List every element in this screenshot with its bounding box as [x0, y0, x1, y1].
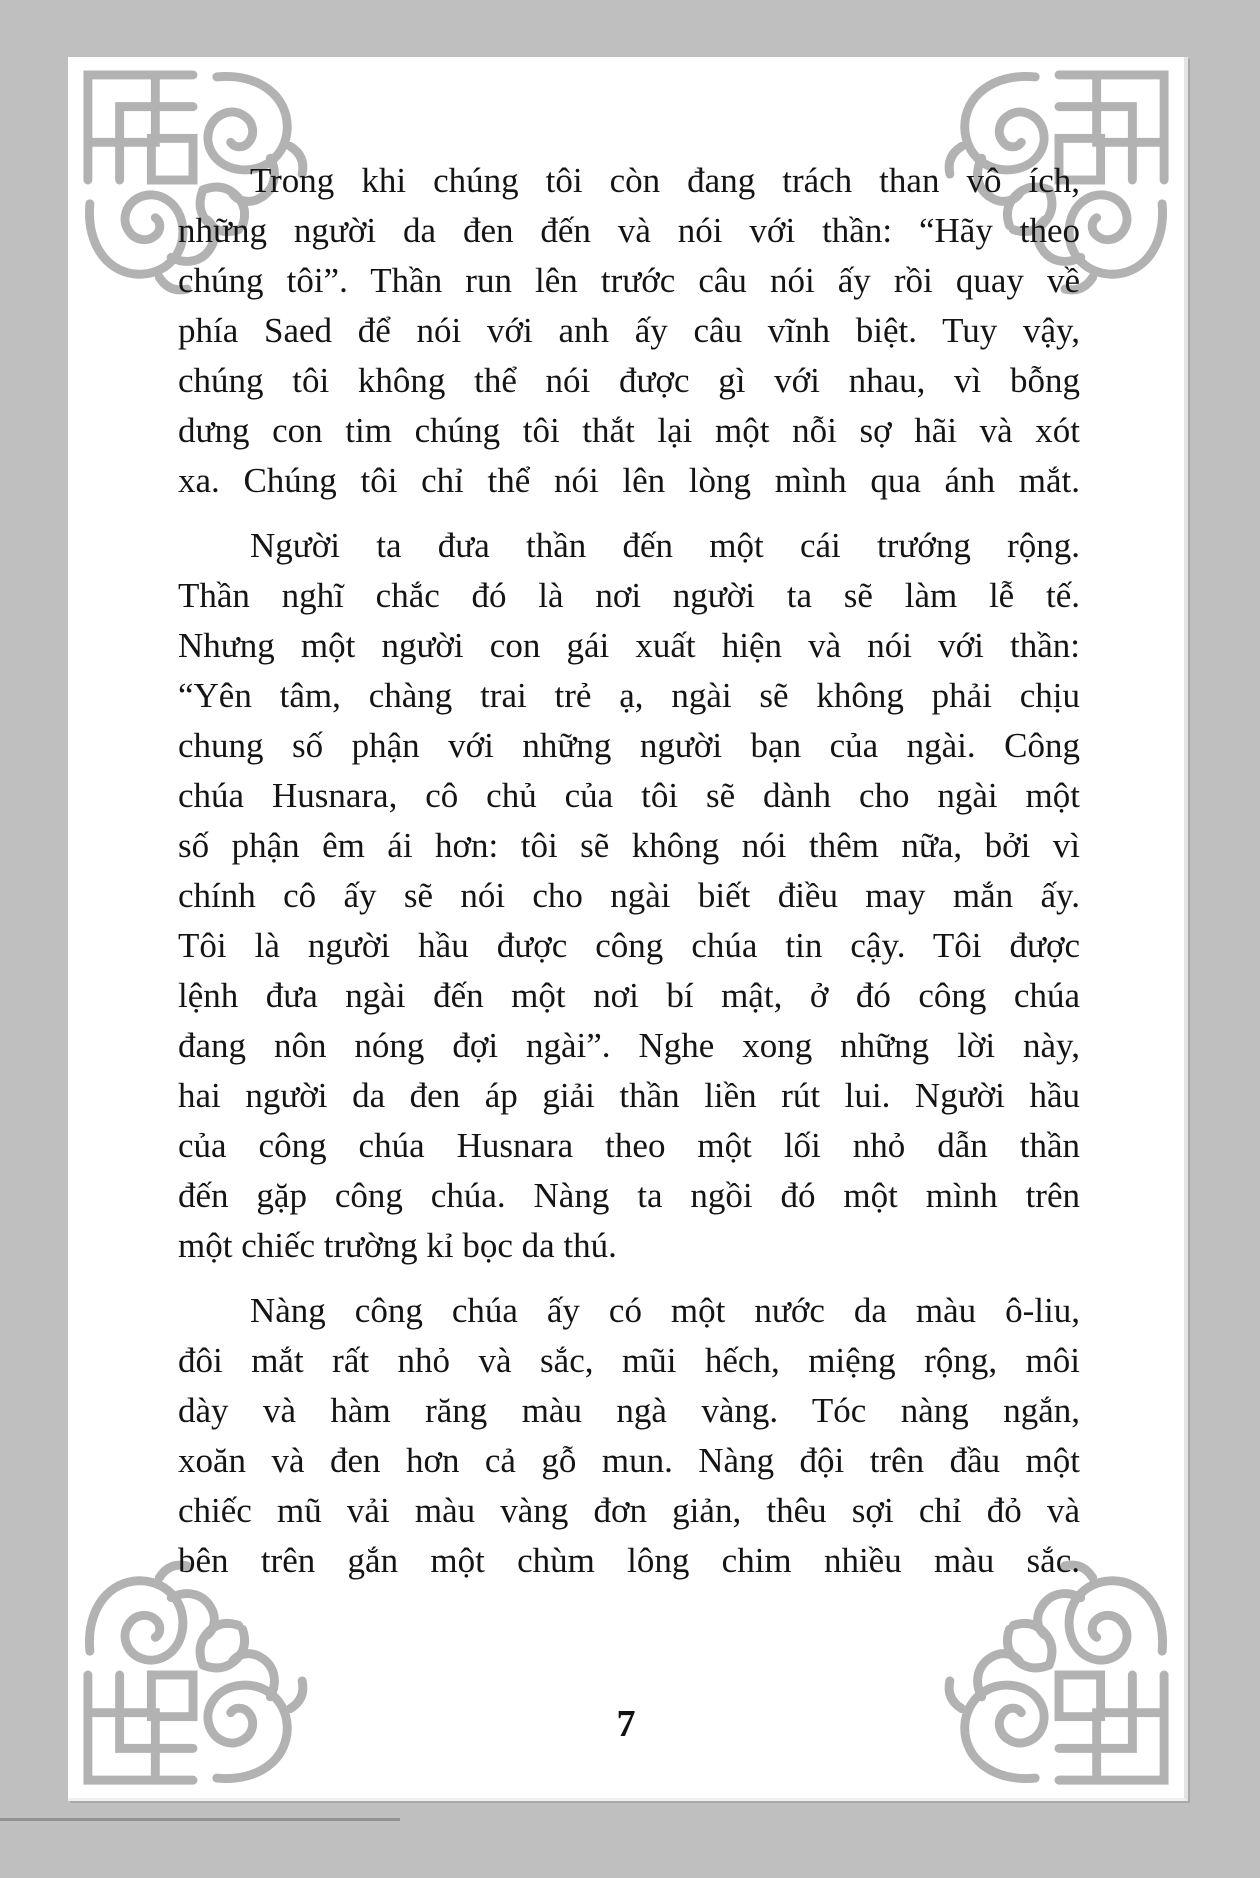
- text-line: xa. Chúng tôi chỉ thể nói lên lòng mình qua ánh mắt.: [178, 461, 1080, 500]
- text-line: Tôi là người hầu được công chúa tin cậy. Tôi được: [178, 926, 1080, 965]
- text-line: Trong khi chúng tôi còn đang trách than vô ích,: [250, 161, 1080, 200]
- text-line: số phận êm ái hơn: tôi sẽ không nói thêm nữa, bởi vì: [178, 826, 1080, 865]
- text-line: đôi mắt rất nhỏ và sắc, mũi hếch, miệng rộng, môi: [178, 1341, 1080, 1380]
- book-page: [68, 57, 1188, 1801]
- text-line: chiếc mũ vải màu vàng đơn giản, thêu sợi chỉ đỏ và: [178, 1491, 1080, 1530]
- scan-edge-shadow: [0, 1818, 400, 1821]
- text-line: Người ta đưa thần đến một cái trướng rộng.: [250, 526, 1080, 565]
- text-line: đến gặp công chúa. Nàng ta ngồi đó một mình trên: [178, 1176, 1080, 1215]
- text-line: chúng tôi không thể nói được gì với nhau, vì bỗng: [178, 361, 1080, 400]
- paragraph: [178, 521, 1080, 1271]
- text-line: những người da đen đến và nói với thần: “Hãy theo: [178, 211, 1080, 250]
- page-number: 7: [616, 1703, 636, 1745]
- text-line: lệnh đưa ngài đến một nơi bí mật, ở đó công chúa: [178, 976, 1080, 1015]
- corner-ornament-icon: [76, 1554, 314, 1792]
- text-line: chung số phận với những người bạn của ngài. Công: [178, 726, 1080, 765]
- text-line: một chiếc trường kỉ bọc da thú.: [178, 1226, 617, 1265]
- text-line: của công chúa Husnara theo một lối nhỏ dẫn thần: [178, 1126, 1080, 1165]
- text-line: bên trên gắn một chùm lông chim nhiều màu sắc.: [178, 1541, 1080, 1580]
- text-line: chúa Husnara, cô chủ của tôi sẽ dành cho ngài một: [178, 776, 1080, 815]
- text-line: đang nôn nóng đợi ngài”. Nghe xong những lời này,: [178, 1026, 1080, 1065]
- paragraph: [178, 156, 1080, 506]
- text-line: chính cô ấy sẽ nói cho ngài biết điều may mắn ấy.: [178, 876, 1080, 915]
- text-line: dưng con tim chúng tôi thắt lại một nỗi sợ hãi và xót: [178, 411, 1080, 450]
- body-text: [178, 156, 1080, 1586]
- text-line: chúng tôi”. Thần run lên trước câu nói ấy rồi quay về: [178, 261, 1080, 300]
- text-line: Nàng công chúa ấy có một nước da màu ô-liu,: [250, 1291, 1080, 1330]
- text-line: Thần nghĩ chắc đó là nơi người ta sẽ làm lễ tế.: [178, 576, 1080, 615]
- text-line: xoăn và đen hơn cả gỗ mun. Nàng đội trên đầu một: [178, 1441, 1080, 1480]
- text-line: dày và hàm răng màu ngà vàng. Tóc nàng ngắn,: [178, 1391, 1080, 1430]
- text-line: “Yên tâm, chàng trai trẻ ạ, ngài sẽ không phải chịu: [178, 676, 1080, 715]
- text-line: Nhưng một người con gái xuất hiện và nói với thần:: [178, 626, 1080, 665]
- text-line: hai người da đen áp giải thần liền rút lui. Người hầu: [178, 1076, 1080, 1115]
- corner-ornament-icon: [938, 1554, 1176, 1792]
- paragraph: [178, 1286, 1080, 1586]
- text-line: phía Saed để nói với anh ấy câu vĩnh biệt. Tuy vậy,: [178, 311, 1080, 350]
